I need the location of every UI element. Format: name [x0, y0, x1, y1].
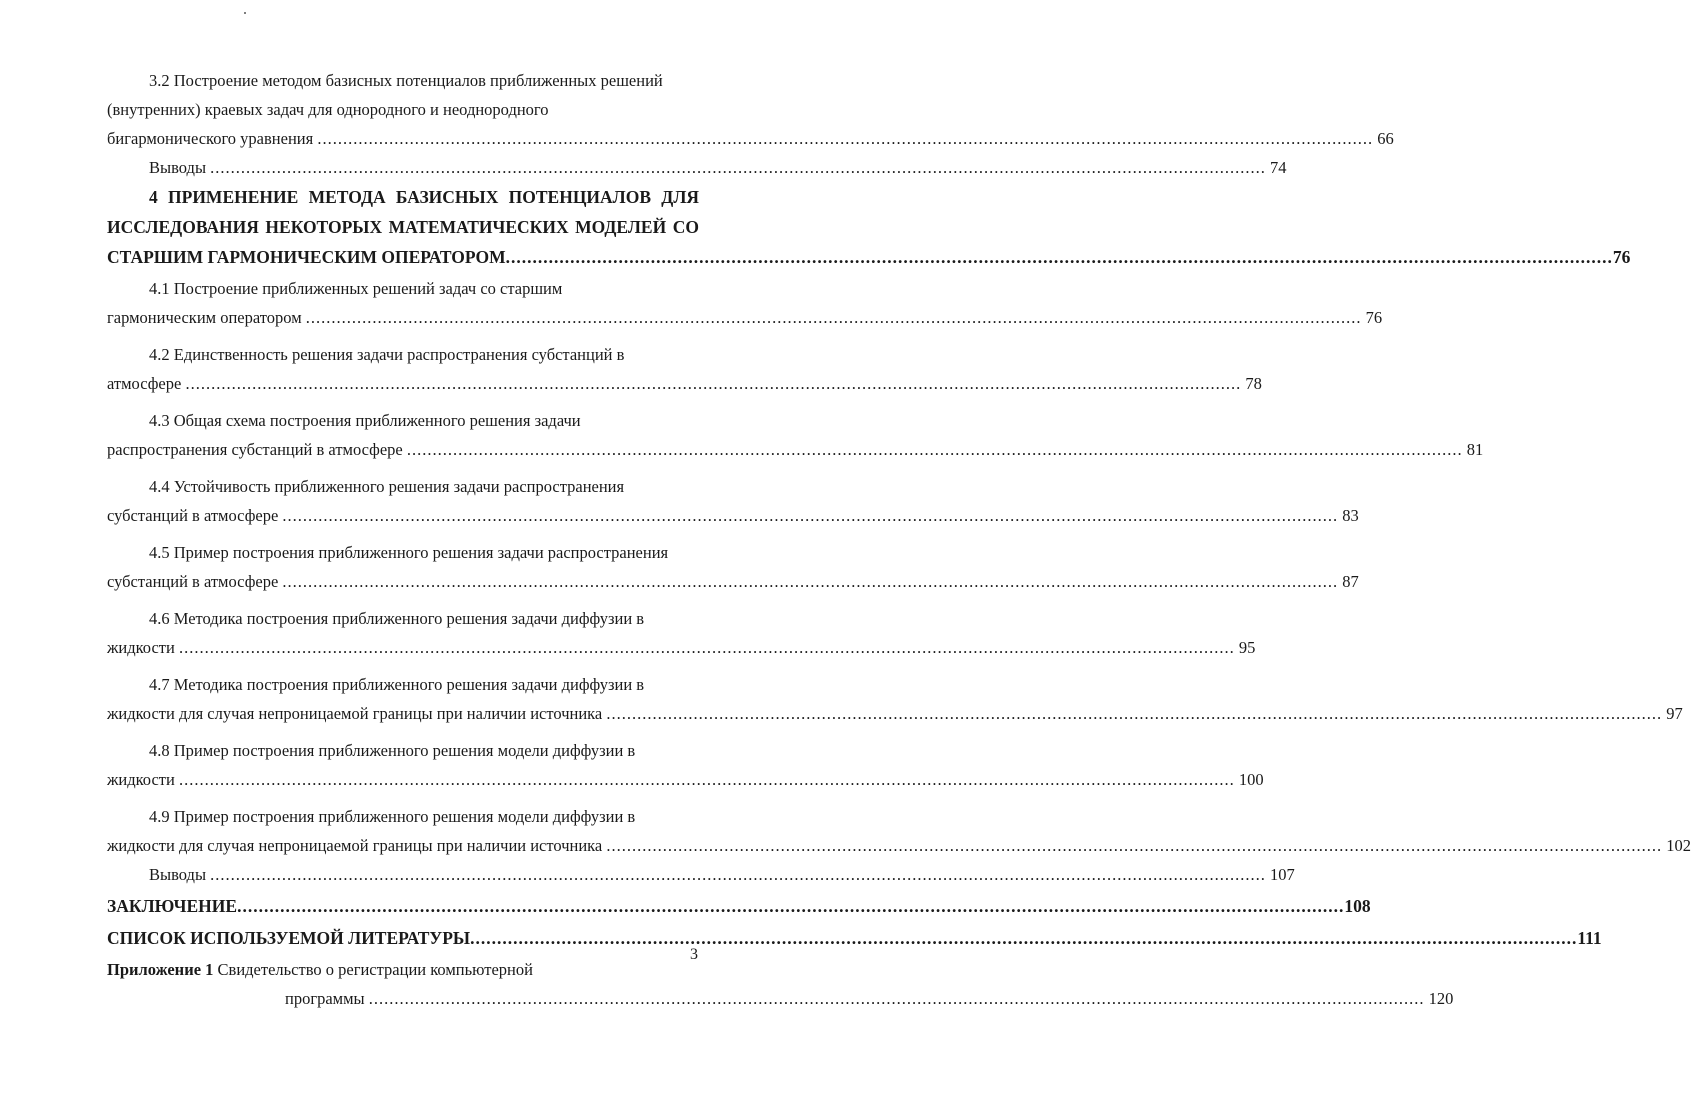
word: однородного — [336, 100, 426, 119]
toc-entry-references-title: СПИСОК ИСПОЛЬЗУЕМОЙ ЛИТЕРАТУРЫ — [107, 928, 471, 948]
word: 4.8 — [149, 741, 170, 760]
toc-entry-references-line — [107, 923, 1602, 953]
dot-leader — [185, 374, 1241, 393]
word: старшим — [500, 279, 563, 298]
dot-leader — [210, 865, 1266, 884]
toc-chapter-4-line1 — [107, 182, 699, 212]
word: ПОТЕНЦИАЛОВ — [508, 187, 652, 207]
word: Единственность — [173, 345, 288, 364]
word: регистрации — [338, 960, 427, 979]
dot-leader — [470, 923, 1577, 953]
word: задачи — [511, 609, 558, 628]
word: Устойчивость — [173, 477, 271, 496]
word: построения — [232, 543, 315, 562]
word: приближенного — [332, 609, 443, 628]
page-number: 3 — [690, 946, 698, 963]
toc-entry-3-2-title-end: бигармонического уравнения — [107, 129, 314, 148]
toc-entry-appendix-1-line2 — [107, 984, 1454, 1013]
toc-chapter-4-title-end: СТАРШИМ ГАРМОНИЧЕСКИМ ОПЕРАТОРОМ — [107, 247, 506, 267]
toc-entry-3-2-line1: 3.2 Построение методом базисных потенциалов приближенных решений — [149, 71, 663, 90]
word: диффузии — [561, 675, 633, 694]
word: диффузии — [552, 807, 624, 826]
toc-entry-appendix-1-line1 — [107, 955, 699, 984]
toc-entry-4-9[interactable] — [107, 802, 1691, 860]
word: решения — [446, 609, 508, 628]
word: в — [627, 807, 636, 826]
toc-entry-4-3-title-end: распространения субстанций в атмосфере — [107, 440, 403, 459]
word: 4.9 — [149, 807, 170, 826]
toc-entry-4-8-line2 — [107, 765, 1264, 794]
toc-entry-4-7-page: 97 — [1666, 704, 1683, 723]
word: субстанций — [531, 345, 613, 364]
toc-entry-4-1-line2 — [107, 303, 1383, 332]
word: краевых — [204, 100, 263, 119]
word: приближенного — [355, 411, 466, 430]
toc-entry-4-2-line2 — [107, 369, 1262, 398]
toc-entry-conclusion-title: ЗАКЛЮЧЕНИЕ — [107, 896, 238, 916]
toc-entry-3-2-line3 — [107, 124, 1394, 153]
dot-leader — [282, 506, 1338, 525]
toc-entry-4-4-line2 — [107, 501, 1359, 530]
toc-entry-4-7-line1 — [107, 670, 699, 699]
toc-entry-4-2-page: 78 — [1245, 374, 1262, 393]
toc-entry-4-3-line2 — [107, 435, 1484, 464]
toc-entry-4-4-title-end: субстанций в атмосфере — [107, 506, 279, 525]
toc-entry-4-1-title-end: гармоническим оператором — [107, 308, 302, 327]
word: диффузии — [552, 741, 624, 760]
toc-entry-conclusion-line — [107, 891, 1371, 921]
word: в — [616, 345, 625, 364]
word: 4.2 — [149, 345, 170, 364]
appendix-number: 1 — [205, 960, 214, 979]
toc-entry-4-5[interactable] — [107, 538, 1359, 596]
word: компьютерной — [430, 960, 533, 979]
toc-entry-4-2-title-end: атмосфере — [107, 374, 182, 393]
toc-entry-conclusions-3-line — [107, 153, 1287, 182]
word: со — [480, 279, 496, 298]
toc-entry-conclusions-3-page: 74 — [1270, 158, 1287, 177]
toc-chapter-4[interactable] — [107, 182, 1631, 272]
dot-leader — [606, 836, 1662, 855]
toc-entry-4-6-title-end: жидкости — [107, 638, 175, 657]
word: приближенного — [332, 675, 443, 694]
toc-entry-4-2[interactable] — [107, 340, 1262, 398]
word: решения — [291, 345, 353, 364]
dot-leader — [179, 638, 1235, 657]
toc-entry-4-7[interactable] — [107, 670, 1683, 728]
word: СО — [672, 217, 699, 237]
word: Пример — [173, 543, 229, 562]
word: НЕКОТОРЫХ — [265, 217, 383, 237]
word: 4.4 — [149, 477, 170, 496]
toc-entry-4-5-title-end: субстанций в атмосфере — [107, 572, 279, 591]
scan-speck — [244, 12, 246, 14]
word: Построение — [173, 279, 259, 298]
toc-entry-4-6[interactable] — [107, 604, 1256, 662]
word: модели — [497, 807, 549, 826]
word: МЕТОДА — [308, 187, 386, 207]
toc-entry-4-8-line1 — [107, 736, 699, 765]
toc-entry-appendix-1-title-end: программы — [285, 989, 365, 1008]
word: Свидетельство — [217, 960, 322, 979]
toc-entry-4-6-line2 — [107, 633, 1256, 662]
toc-entry-4-1[interactable] — [107, 274, 1383, 332]
word: 4.6 — [149, 609, 170, 628]
word: БАЗИСНЫХ — [395, 187, 499, 207]
word: для — [308, 100, 333, 119]
word: приближенного — [274, 477, 385, 496]
word: решения — [432, 543, 494, 562]
word: Пример — [173, 807, 229, 826]
dot-leader — [306, 308, 1362, 327]
table-of-contents — [107, 66, 1691, 1013]
word: решений — [372, 279, 435, 298]
toc-entry-conclusions-3[interactable] — [107, 153, 1287, 182]
word: задачи — [453, 477, 500, 496]
toc-entry-4-1-page: 76 — [1365, 308, 1383, 327]
word: и — [430, 100, 439, 119]
dot-leader — [369, 989, 1425, 1008]
word: 4.7 — [149, 675, 170, 694]
word: 4.1 — [149, 279, 170, 298]
appendix-label: Приложение — [107, 960, 202, 979]
dot-leader — [179, 770, 1235, 789]
word: построения — [232, 807, 315, 826]
toc-entry-4-2-line1 — [107, 340, 699, 369]
toc-entry-conclusion[interactable] — [107, 891, 1371, 921]
dot-leader — [506, 242, 1613, 272]
toc-entry-4-1-line1 — [107, 274, 699, 303]
word: задачи — [497, 543, 544, 562]
word: модели — [497, 741, 549, 760]
word: распространения — [407, 345, 528, 364]
word: распространения — [547, 543, 669, 562]
dot-leader — [317, 129, 1373, 148]
word: Пример — [173, 741, 229, 760]
word: приближенного — [318, 543, 429, 562]
dot-leader — [237, 891, 1344, 921]
toc-chapter-4-line2 — [107, 212, 699, 242]
toc-entry-3-2-line2 — [107, 95, 699, 124]
word: 4 — [149, 187, 158, 207]
toc-entry-4-3-line1 — [107, 406, 699, 435]
word: о — [325, 960, 335, 979]
word: 4.3 — [149, 411, 170, 430]
word: Методика — [173, 609, 243, 628]
toc-entry-4-3[interactable] — [107, 406, 1484, 464]
toc-entry-4-6-page: 95 — [1238, 638, 1256, 657]
word: решения — [388, 477, 450, 496]
word: построения — [246, 675, 329, 694]
toc-entry-4-9-line2 — [107, 831, 1691, 860]
toc-entry-references-page: 111 — [1577, 928, 1602, 948]
toc-chapter-4-page: 76 — [1612, 247, 1631, 267]
toc-entry-4-7-title-end: жидкости для случая непроницаемой границы при наличии источника — [107, 704, 603, 723]
dot-leader — [282, 572, 1338, 591]
word: в — [636, 609, 645, 628]
word: решения — [432, 807, 494, 826]
toc-entry-4-8[interactable] — [107, 736, 1264, 794]
toc-entry-3-2-page: 66 — [1377, 129, 1394, 148]
word: Методика — [173, 675, 243, 694]
word: в — [636, 675, 645, 694]
word: схема — [225, 411, 266, 430]
toc-entry-4-9-page: 102 — [1666, 836, 1691, 855]
word: построения — [269, 411, 352, 430]
toc-entry-4-3-page: 81 — [1466, 440, 1484, 459]
word: приближенных — [262, 279, 369, 298]
toc-entry-4-5-page: 87 — [1342, 572, 1359, 591]
word: построения — [246, 609, 329, 628]
toc-entry-conclusions-3-title: Выводы — [149, 158, 207, 177]
word: приближенного — [318, 741, 429, 760]
toc-entry-4-4[interactable] — [107, 472, 1359, 530]
word: решения — [432, 741, 494, 760]
toc-entry-references[interactable] — [107, 923, 1602, 953]
word: МАТЕМАТИЧЕСКИХ — [388, 217, 569, 237]
toc-entry-4-8-page: 100 — [1238, 770, 1264, 789]
dot-leader — [210, 158, 1266, 177]
toc-entry-3-2[interactable] — [107, 66, 1394, 153]
toc-chapter-4-line3 — [107, 242, 1631, 272]
toc-entry-4-9-line1 — [107, 802, 699, 831]
word: ДЛЯ — [661, 187, 699, 207]
word: задачи — [356, 345, 403, 364]
toc-entry-4-4-line1 — [107, 472, 699, 501]
toc-entry-appendix-1-page: 120 — [1428, 989, 1454, 1008]
word: в — [627, 741, 636, 760]
word: (внутренних) — [107, 100, 201, 119]
word: 4.5 — [149, 543, 170, 562]
toc-entry-conclusions-4[interactable] — [107, 860, 1295, 889]
toc-entry-4-5-line2 — [107, 567, 1359, 596]
toc-entry-conclusions-4-title: Выводы — [149, 865, 207, 884]
toc-entry-4-5-line1 — [107, 538, 699, 567]
word: неоднородного — [443, 100, 549, 119]
word: решения — [446, 675, 508, 694]
toc-entry-conclusions-4-line — [107, 860, 1295, 889]
word: приближенного — [318, 807, 429, 826]
toc-entry-4-9-title-end: жидкости для случая непроницаемой границы при наличии источника — [107, 836, 603, 855]
word: ИССЛЕДОВАНИЯ — [107, 217, 259, 237]
word: Общая — [173, 411, 222, 430]
word: построения — [232, 741, 315, 760]
toc-entry-4-7-line2 — [107, 699, 1683, 728]
toc-entry-conclusions-4-page: 107 — [1270, 865, 1295, 884]
word: диффузии — [561, 609, 633, 628]
dot-leader — [407, 440, 1463, 459]
toc-entry-4-4-page: 83 — [1342, 506, 1359, 525]
word: задачи — [511, 675, 558, 694]
toc-entry-4-6-line1 — [107, 604, 699, 633]
toc-entry-conclusion-page: 108 — [1344, 896, 1371, 916]
toc-entry-4-8-title-end: жидкости — [107, 770, 175, 789]
word: распространения — [503, 477, 625, 496]
dot-leader — [606, 704, 1662, 723]
word: задачи — [534, 411, 581, 430]
word: задач — [266, 100, 305, 119]
toc-entry-appendix-1[interactable] — [107, 955, 1454, 1013]
word: задач — [439, 279, 477, 298]
word: МОДЕЛЕЙ — [575, 217, 667, 237]
word: решения — [469, 411, 531, 430]
word: ПРИМЕНЕНИЕ — [168, 187, 299, 207]
